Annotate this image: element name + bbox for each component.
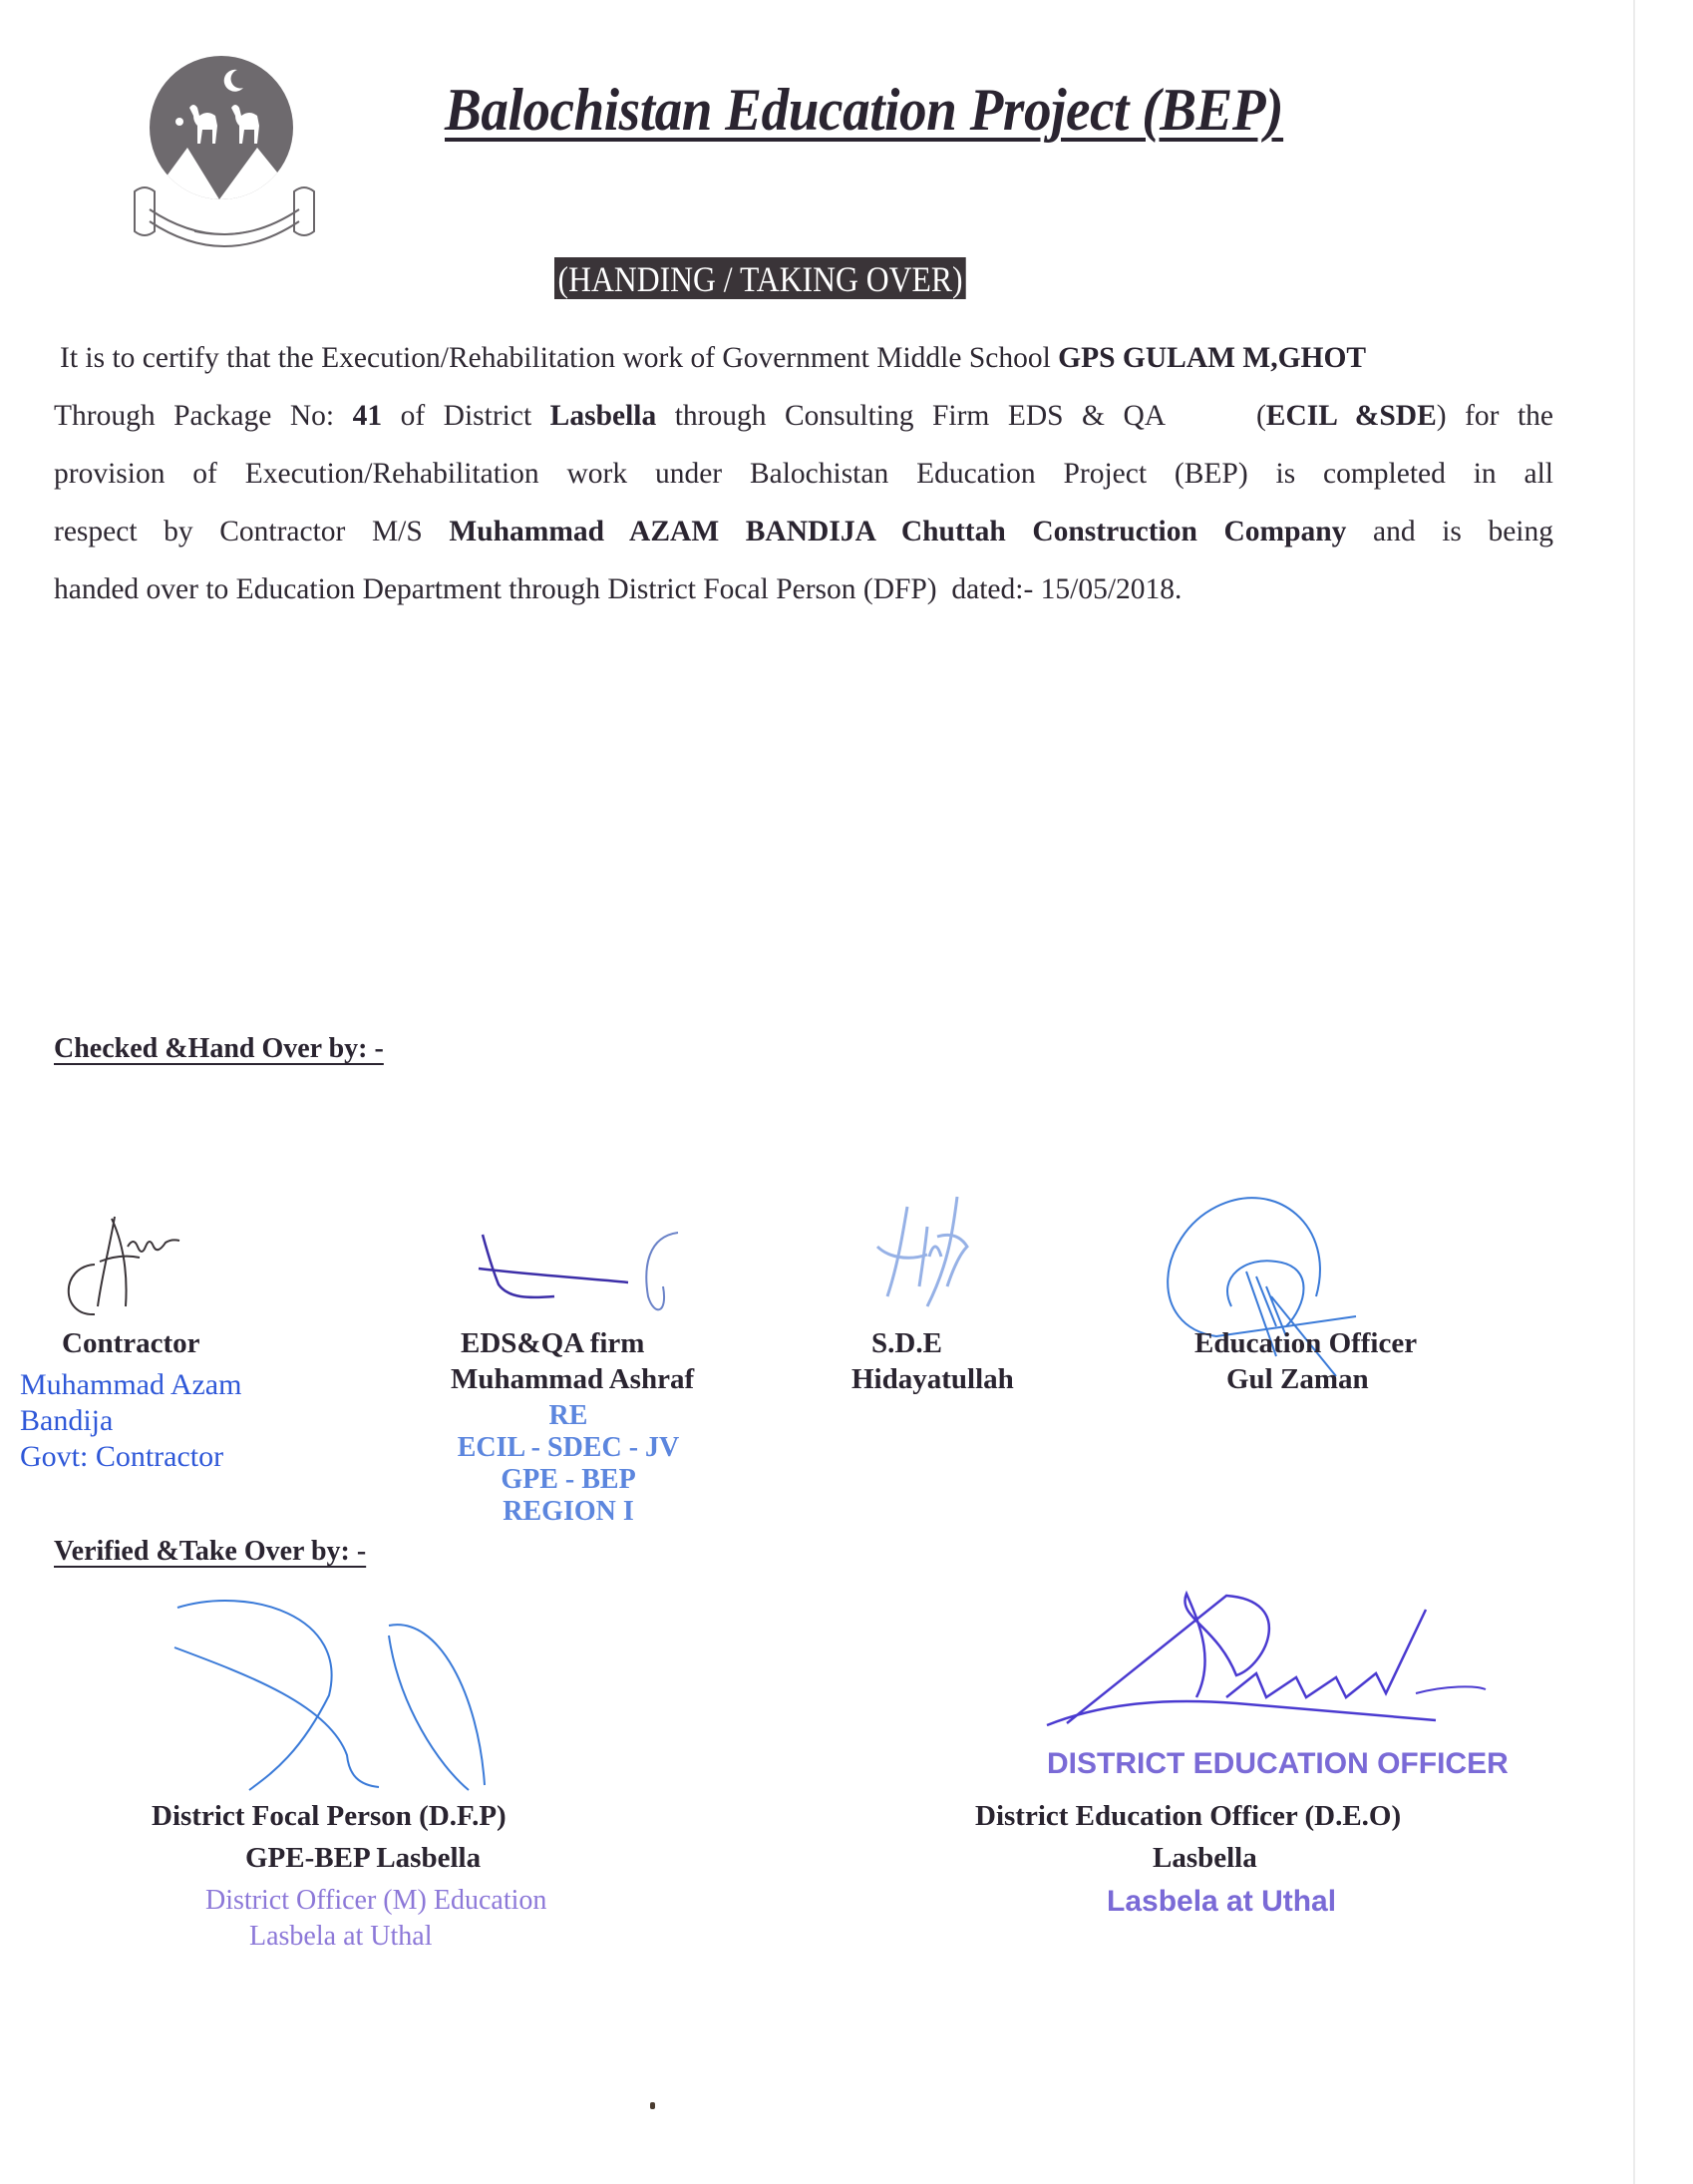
ink-speck bbox=[650, 2102, 655, 2109]
certificate-text: and is being bbox=[1346, 516, 1553, 547]
deo-stamp-location: Lasbela at Uthal bbox=[1107, 1885, 1337, 1918]
contractor-signature bbox=[40, 1207, 219, 1316]
deo-name: Lasbella bbox=[1153, 1842, 1257, 1874]
consultant-stamp-line: RE bbox=[548, 1400, 588, 1431]
dfp-stamp-title: District Officer (M) Education bbox=[205, 1885, 547, 1916]
certificate-highlight: GPS GULAM M,GHOT bbox=[1058, 342, 1367, 374]
certificate-text: respect by Contractor M/S bbox=[54, 516, 450, 547]
sde-name: Hidayatullah bbox=[851, 1363, 1014, 1395]
certificate-highlight: Lasbella bbox=[549, 400, 657, 432]
contractor-role: Contractor bbox=[62, 1327, 200, 1359]
certificate-highlight: 41 bbox=[352, 400, 383, 432]
consultant-stamp-line: ECIL - SDEC - JV bbox=[457, 1432, 680, 1463]
contractor-stamp-surname: Bandija bbox=[20, 1404, 114, 1437]
certificate-text: through Consulting Firm EDS & QA ( bbox=[656, 400, 1266, 432]
dfp-role: District Focal Person (D.F.P) bbox=[152, 1800, 507, 1832]
consultant-stamp bbox=[419, 1400, 718, 1528]
certificate-highlight: Muhammad AZAM BANDIJA Chuttah Construction Company bbox=[449, 516, 1347, 547]
scan-edge bbox=[1633, 0, 1635, 2184]
certificate-text: It is to certify that the Execution/Rehabilitation work of Government Middle School bbox=[60, 342, 1059, 374]
certificate-text: of District bbox=[382, 400, 550, 432]
contractor-stamp-name: Muhammad Azam bbox=[20, 1368, 242, 1401]
document-title: Balochistan Education Project (BEP) bbox=[445, 77, 1284, 143]
dfp-name: GPE-BEP Lasbella bbox=[245, 1842, 482, 1874]
education-officer-role: Education Officer bbox=[1194, 1327, 1418, 1359]
certificate-text: Through Package No: bbox=[54, 400, 353, 432]
deo-signature bbox=[1037, 1586, 1456, 1735]
certificate-highlight: ECIL &SDE bbox=[1265, 400, 1437, 432]
consultant-signature bbox=[469, 1227, 688, 1326]
certificate-body bbox=[54, 329, 1553, 618]
consultant-name: Muhammad Ashraf bbox=[451, 1363, 695, 1395]
certificate-text: handed over to Education Department through District Focal Person (DFP) dated:- 15/05/2018. bbox=[54, 573, 1183, 605]
certificate-line bbox=[54, 445, 1553, 503]
handover-heading: Checked &Hand Over by: - bbox=[54, 1033, 384, 1064]
deo-stamp-title: DISTRICT EDUCATION OFFICER bbox=[1047, 1747, 1509, 1780]
certificate-line bbox=[54, 387, 1553, 445]
deo-role: District Education Officer (D.E.O) bbox=[975, 1800, 1402, 1832]
dfp-signature bbox=[150, 1596, 449, 1795]
contractor-stamp-title: Govt: Contractor bbox=[20, 1440, 224, 1473]
certificate-line bbox=[54, 503, 1553, 560]
education-officer-name: Gul Zaman bbox=[1226, 1363, 1369, 1395]
takeover-heading: Verified &Take Over by: - bbox=[54, 1536, 367, 1567]
sde-signature bbox=[867, 1187, 1047, 1326]
certificate-text: provision of Execution/Rehabilitation work under Balochistan Education Project (BEP) is completed in all bbox=[54, 458, 1553, 490]
certificate-line bbox=[54, 329, 1553, 387]
consultant-stamp-line: GPE - BEP bbox=[501, 1464, 636, 1495]
document-subtitle: (HANDING / TAKING OVER) bbox=[554, 257, 966, 299]
certificate-line bbox=[54, 560, 1553, 618]
dfp-stamp-location: Lasbela at Uthal bbox=[249, 1921, 433, 1952]
certificate-text: ) for the bbox=[1436, 400, 1553, 432]
consultant-role: EDS&QA firm bbox=[461, 1327, 645, 1359]
consultant-stamp-line: REGION I bbox=[503, 1496, 634, 1527]
balochistan-emblem-icon bbox=[110, 50, 329, 259]
sde-role: S.D.E bbox=[871, 1327, 942, 1359]
